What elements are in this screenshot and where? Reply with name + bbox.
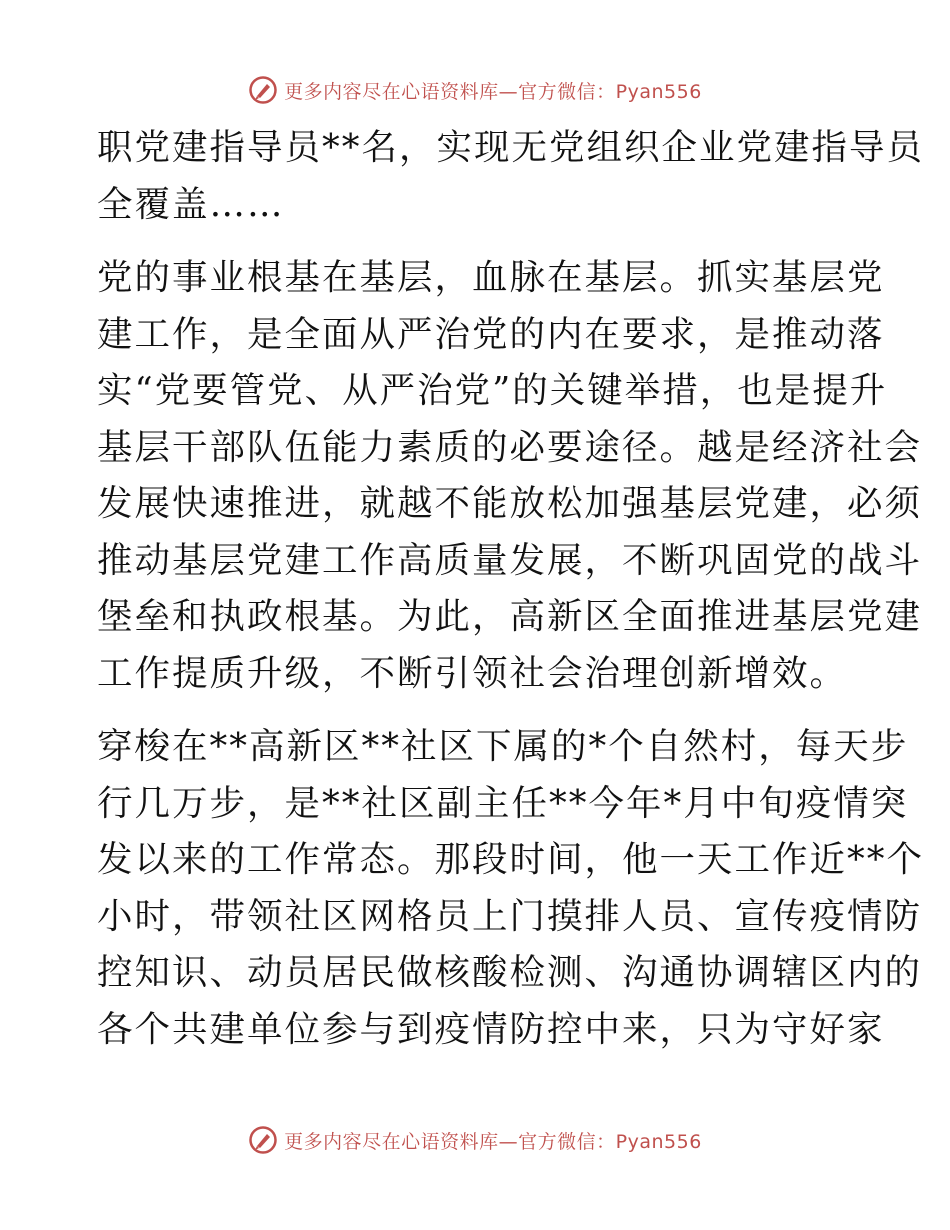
text-line: 各个共建单位参与到疫情防控中来，只为守好家 (97, 1008, 885, 1050)
text-line: 党的事业根基在基层，血脉在基层。抓实基层党 (97, 257, 885, 298)
text-line: 实“党要管党、从严治党”的关键举措，也是提升 (97, 370, 888, 411)
text-line: 行几万步，是**社区副主任**今年*月中旬疫情突 (97, 782, 909, 824)
text-line: 职党建指导员**名，实现无党组织企业党建指导员 (97, 127, 925, 168)
header-banner-text: 更多内容尽在心语资料库—官方微信：Pyan556 (284, 80, 702, 103)
footer-banner (0, 1120, 950, 1160)
paragraph (97, 719, 925, 1058)
text-line: 推动基层党建工作高质量发展，不断巩固党的战斗 (97, 539, 923, 581)
text-line: 发展快速推进，就越不能放松加强基层党建，必须 (97, 483, 923, 524)
text-line: 穿梭在**高新区**社区下属的*个自然村，每天步 (97, 726, 909, 767)
text-line: 小时，带领社区网格员上门摸排人员、宣传疫情防 (97, 895, 923, 937)
text-line: 发以来的工作常态。那段时间，他一天工作近**个 (97, 839, 925, 880)
pen-logo-icon (248, 75, 278, 105)
text-line: 全覆盖…… (97, 183, 285, 225)
footer-banner-text: 更多内容尽在心语资料库—官方微信：Pyan556 (284, 1130, 702, 1153)
text-line: 堡垒和执政根基。为此，高新区全面推进基层党建 (97, 596, 923, 637)
paragraph (97, 250, 923, 702)
text-line: 控知识、动员居民做核酸检测、沟通协调辖区内的 (97, 952, 923, 993)
pen-logo-icon (248, 1125, 278, 1155)
text-line: 建工作，是全面从严治党的内在要求，是推动落 (97, 313, 885, 355)
text-line: 基层干部队伍能力素质的必要途径。越是经济社会 (97, 426, 923, 468)
paragraph (97, 120, 925, 233)
text-line: 工作提质升级，不断引领社会治理创新增效。 (97, 652, 848, 694)
document-body (97, 120, 925, 1058)
header-banner (0, 70, 950, 110)
